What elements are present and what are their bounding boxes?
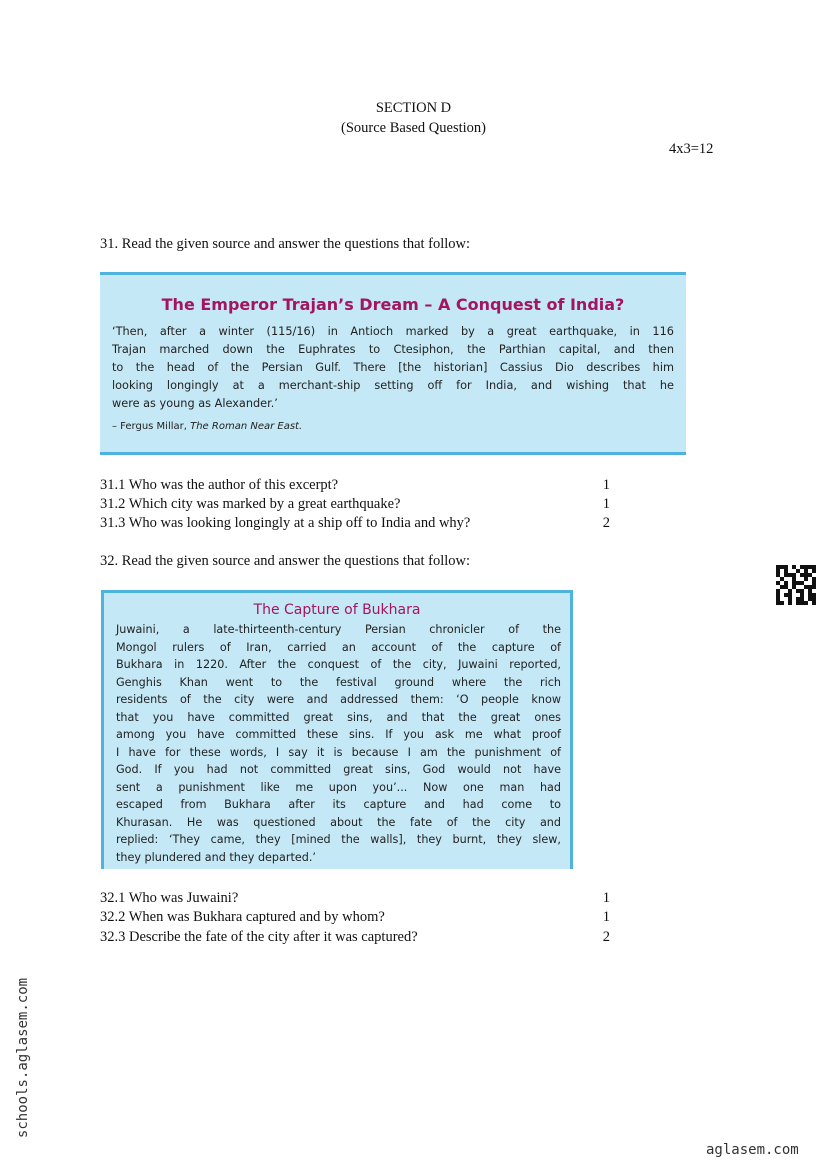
source-text-line: Khurasan. He was questioned about the fate of the city and <box>116 815 561 829</box>
citation-author: – Fergus Millar, <box>112 421 191 432</box>
source-title: The Capture of Bukhara <box>253 602 421 618</box>
source-text-line: looking longingly at a merchant-ship setting off for India, and wishing that he <box>112 379 674 392</box>
subquestion-text: 32.2 When was Bukhara captured and by whom? <box>100 909 385 925</box>
source-text-line: that you have committed great sins, and that the great ones <box>116 710 561 724</box>
source-text-line: were as young as Alexander.’ <box>112 397 278 410</box>
question-32-prompt: 32. Read the given source and answer the questions that follow: <box>100 553 471 569</box>
subquestion <box>100 929 610 946</box>
source-text-line: I have for these words, I say it is because I am the punishment of <box>116 745 561 759</box>
source-text-line: residents of the city were and addressed them: ‘O people know <box>116 693 561 706</box>
source-text-line: among you have committed these sins. If you ask me what proof <box>116 728 561 741</box>
source-text-line: Mongol rulers of Iran, carried an account of the capture of <box>116 640 561 654</box>
source-text-line: escaped from Bukhara after its capture and had come to <box>116 798 561 811</box>
source-text-line: God. If you had not committed great sins, God would not have <box>116 763 561 776</box>
subquestion-marks: 1 <box>602 477 610 493</box>
subquestion-text: 31.1 Who was the author of this excerpt? <box>100 477 339 493</box>
source-text-line: to the head of the Persian Gulf. There [the historian] Cassius Dio describes him <box>112 361 674 374</box>
subquestion-marks: 1 <box>602 496 610 512</box>
marks-total: 4x3=12 <box>669 141 714 157</box>
subquestion-marks: 1 <box>602 909 610 925</box>
source-box-trajan <box>100 272 686 455</box>
watermark-side: schools.aglasem.com <box>15 977 31 1139</box>
section-subtitle: (Source Based Question) <box>341 120 486 136</box>
source-text-line: Bukhara in 1220. After the conquest of the city, Juwaini reported, <box>116 658 561 671</box>
source-citation <box>112 421 302 432</box>
subquestion <box>100 890 610 907</box>
source-text-line: Juwaini, a late-thirteenth-century Persian chronicler of the <box>116 623 561 636</box>
subquestion-text: 31.3 Who was looking longingly at a ship off to India and why? <box>100 515 471 531</box>
source-text-line: sent a punishment like me upon you’... Now one man had <box>116 780 561 794</box>
source-box-bukhara <box>101 590 573 869</box>
section-title: SECTION D <box>375 100 452 116</box>
subquestion <box>100 496 610 513</box>
subquestion <box>100 515 610 532</box>
subquestion <box>100 909 610 926</box>
source-title: The Emperor Trajan’s Dream – A Conquest of India? <box>161 295 625 314</box>
subquestion-text: 32.1 Who was Juwaini? <box>100 890 239 906</box>
subquestion-text: 32.3 Describe the fate of the city after it was captured? <box>100 929 418 945</box>
source-text-line: replied: ‘They came, they [mined the walls], they burnt, they slew, <box>116 833 561 846</box>
source-text-line: Trajan marched down the Euphrates to Ctesiphon, the Parthian capital, and then <box>112 343 674 356</box>
source-text-line: they plundered and they departed.’ <box>116 850 316 864</box>
subquestion-marks: 2 <box>602 515 610 531</box>
subquestion-text: 31.2 Which city was marked by a great earthquake? <box>100 496 401 512</box>
source-text-line: Genghis Khan went to the festival ground where the rich <box>116 675 561 689</box>
citation-work: The Roman Near East. <box>190 421 303 432</box>
subquestion <box>100 477 610 494</box>
subquestion-marks: 1 <box>602 890 610 906</box>
watermark-bottom: aglasem.com <box>706 1142 799 1158</box>
source-text-line: ‘Then, after a winter (115/16) in Antioch marked by a great earthquake, in 116 <box>112 325 674 338</box>
question-31-prompt: 31. Read the given source and answer the questions that follow: <box>100 236 471 252</box>
qr-code-icon <box>776 565 816 605</box>
subquestion-marks: 2 <box>602 929 610 945</box>
